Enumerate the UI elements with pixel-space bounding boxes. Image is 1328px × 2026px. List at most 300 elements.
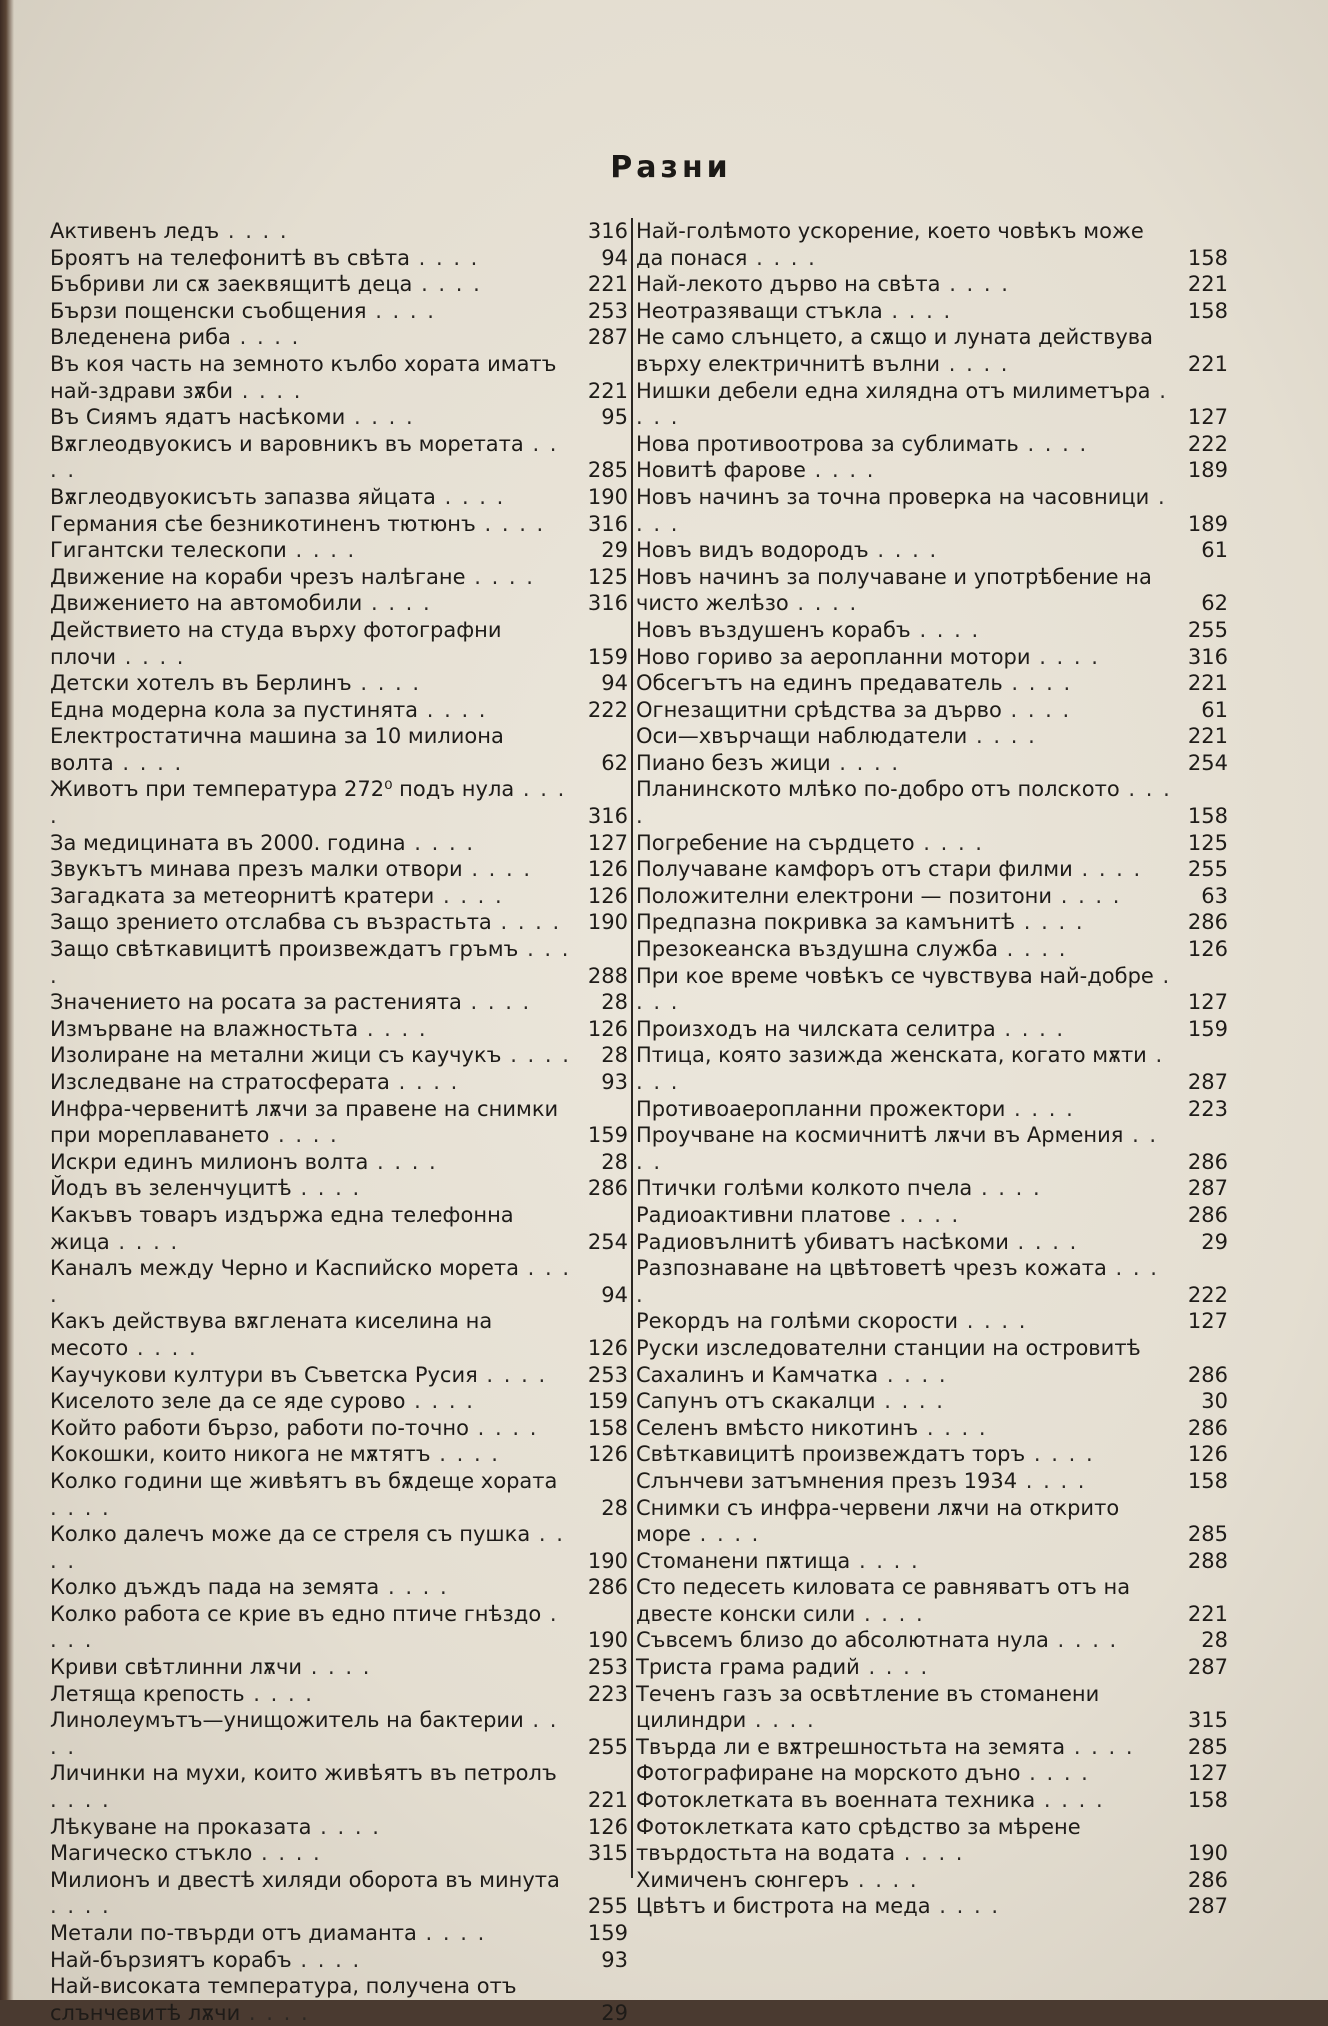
- entry-page-number: 316: [587, 804, 628, 829]
- index-entry: [636, 644, 1228, 671]
- index-entry: [50, 1308, 628, 1361]
- entry-title: Колко дъждъ пада на земята . . . .: [50, 1574, 580, 1601]
- entry-page-number: 287: [1187, 1176, 1228, 1201]
- entry-page-number: 125: [1187, 830, 1228, 855]
- entry-page-number: 95: [601, 405, 628, 430]
- entry-title: Вѫглеодвуокисъ и варовникъ въ моретата . . . .: [50, 431, 580, 484]
- entry-page-number: 255: [1187, 617, 1228, 642]
- index-entry: [50, 936, 628, 989]
- entry-page-number: 255: [1187, 857, 1228, 882]
- entry-title: Противоаеропланни прожектори . . . .: [636, 1096, 1180, 1123]
- entry-page-number: 190: [1187, 1841, 1228, 1866]
- entry-page-number: 221: [587, 1788, 628, 1813]
- entry-page-number: 287: [1187, 1655, 1228, 1680]
- index-entry: [50, 989, 628, 1016]
- index-entry: [50, 1947, 628, 1974]
- index-entry: [636, 1734, 1228, 1761]
- index-entry: [50, 1441, 628, 1468]
- entry-title: Броятъ на телефонитѣ въ свѣта . . . .: [50, 245, 580, 272]
- column-divider: [631, 218, 633, 1878]
- index-entry: [50, 351, 628, 404]
- entry-title: Съвсемъ близо до абсолютната нула . . . .: [636, 1627, 1180, 1654]
- entry-title: Защо зрението отслабва съ възрастьта . . . .: [50, 909, 580, 936]
- entry-title: Рекордъ на голѣми скорости . . . .: [636, 1308, 1180, 1335]
- entry-title: Детски хотелъ въ Берлинъ . . . .: [50, 670, 580, 697]
- entry-page-number: 126: [587, 883, 628, 908]
- index-entry: [50, 1840, 628, 1867]
- entry-page-number: 315: [587, 1841, 628, 1866]
- index-entry: [636, 1760, 1228, 1787]
- entry-page-number: 159: [587, 644, 628, 669]
- index-entry: [50, 1760, 628, 1813]
- index-entry: [50, 404, 628, 431]
- index-entry: [636, 670, 1228, 697]
- entry-page-number: 28: [601, 1149, 628, 1174]
- entry-page-number: 158: [1187, 804, 1228, 829]
- index-entry: [50, 1707, 628, 1760]
- entry-title: Кокошки, които никога не мѫтятъ . . . .: [50, 1441, 580, 1468]
- entry-page-number: 28: [1201, 1628, 1228, 1653]
- index-entry: [636, 723, 1228, 750]
- index-entry: [50, 670, 628, 697]
- entry-page-number: 189: [1187, 458, 1228, 483]
- entry-title: Въ коя часть на земното кълбо хората иматъ най-здрави зѫби . . . .: [50, 351, 580, 404]
- entry-page-number: 94: [601, 671, 628, 696]
- index-entry: [636, 1255, 1228, 1308]
- entry-page-number: 126: [587, 1016, 628, 1041]
- entry-title: Колко работа се крие въ едно птиче гнѣздо . . . .: [50, 1601, 580, 1654]
- entry-title: Новъ начинъ за точна проверка на часовници . . . .: [636, 484, 1180, 537]
- index-entry: [50, 617, 628, 670]
- entry-page-number: 223: [1187, 1096, 1228, 1121]
- entry-title: Не само слънцето, а сѫщо и луната действува върху електричнитѣ вълни . . . .: [636, 324, 1180, 377]
- index-entry: [636, 1096, 1228, 1123]
- index-entry: [636, 1814, 1228, 1867]
- entry-page-number: 316: [587, 219, 628, 243]
- entry-page-number: 190: [587, 910, 628, 935]
- index-entry: [50, 511, 628, 538]
- entry-title: Милионъ и двестѣ хиляди оборота въ минута . . . .: [50, 1867, 580, 1920]
- entry-page-number: 254: [587, 1229, 628, 1254]
- index-entry: [50, 1096, 628, 1149]
- index-entry: [50, 298, 628, 325]
- entry-title: Нова противоотрова за сублимать . . . .: [636, 431, 1180, 458]
- entry-page-number: 158: [1187, 1788, 1228, 1813]
- index-entry: [50, 1521, 628, 1574]
- index-entry: [50, 1175, 628, 1202]
- index-entry: [636, 617, 1228, 644]
- entry-page-number: 286: [1187, 1362, 1228, 1387]
- entry-title: Сапунъ отъ скакалци . . . .: [636, 1388, 1180, 1415]
- entry-page-number: 316: [587, 511, 628, 536]
- index-entry: [50, 1069, 628, 1096]
- entry-title: Планинското млѣко по-добро отъ полското . . . .: [636, 776, 1180, 829]
- entry-title: Движение на кораби чрезъ налѣгане . . . .: [50, 564, 580, 591]
- index-entry: [50, 1681, 628, 1708]
- entry-page-number: 253: [587, 1362, 628, 1387]
- index-entry: [636, 1548, 1228, 1575]
- entry-title: Киселото зеле да се яде сурово . . . .: [50, 1388, 580, 1415]
- index-entry: [50, 697, 628, 724]
- entry-page-number: 127: [1187, 990, 1228, 1015]
- entry-page-number: 126: [1187, 937, 1228, 962]
- index-entry: [636, 856, 1228, 883]
- index-entry: [636, 457, 1228, 484]
- index-entry: [50, 218, 628, 245]
- entry-title: Произходъ на чилската селитра . . . .: [636, 1016, 1180, 1043]
- entry-page-number: 126: [587, 1442, 628, 1467]
- entry-title: Ново гориво за аеропланни мотори . . . .: [636, 644, 1180, 671]
- index-entry: [636, 1335, 1228, 1388]
- entry-title: Колко далечъ може да се стреля съ пушка . . . .: [50, 1521, 580, 1574]
- entry-title: Стоманени пѫтища . . . .: [636, 1548, 1180, 1575]
- index-entry: [50, 431, 628, 484]
- entry-title: Руски изследователни станции на островитѣ Сахалинъ и Камчатка . . . .: [636, 1335, 1180, 1388]
- entry-title: Колко години ще живѣятъ въ бѫдеще хората . . . .: [50, 1468, 580, 1521]
- entry-page-number: 285: [1187, 1522, 1228, 1547]
- index-entry: [636, 1495, 1228, 1548]
- index-entry: [636, 431, 1228, 458]
- page-title: Разни: [610, 150, 732, 185]
- entry-page-number: 287: [1187, 1894, 1228, 1919]
- index-entry: [636, 484, 1228, 537]
- index-entry: [636, 1016, 1228, 1043]
- entry-title: Обсегътъ на единъ предаватель . . . .: [636, 670, 1180, 697]
- index-entry: [636, 963, 1228, 1016]
- entry-page-number: 126: [587, 1335, 628, 1360]
- index-entry: [50, 1468, 628, 1521]
- entry-page-number: 286: [1187, 1149, 1228, 1174]
- entry-title: Птица, която зазижда женската, когато мѫти . . . .: [636, 1042, 1180, 1095]
- entry-title: Активенъ ледъ . . . .: [50, 218, 580, 245]
- entry-title: Новъ въздушенъ корабъ . . . .: [636, 617, 1180, 644]
- entry-page-number: 255: [587, 1734, 628, 1759]
- entry-title: Най-високата температура, получена отъ слънчевитѣ лѫчи . . . .: [50, 1973, 580, 2026]
- entry-page-number: 28: [601, 1495, 628, 1520]
- entry-page-number: 287: [587, 325, 628, 350]
- index-entry: [636, 1415, 1228, 1442]
- index-entry: [636, 883, 1228, 910]
- index-entry: [50, 883, 628, 910]
- entry-page-number: 253: [587, 298, 628, 323]
- entry-page-number: 94: [601, 245, 628, 270]
- index-entry: [50, 776, 628, 829]
- index-entry: [636, 378, 1228, 431]
- entry-title: Фотоклетката като срѣдство за мѣрене твърдостьта на водата . . . .: [636, 1814, 1180, 1867]
- entry-page-number: 221: [1187, 1601, 1228, 1626]
- entry-page-number: 221: [1187, 671, 1228, 696]
- index-entry: [636, 1468, 1228, 1495]
- entry-page-number: 93: [601, 1947, 628, 1972]
- index-entry: [50, 1202, 628, 1255]
- entry-title: Вледенена риба . . . .: [50, 324, 580, 351]
- index-entry: [636, 1867, 1228, 1894]
- entry-page-number: 223: [587, 1681, 628, 1706]
- entry-title: Електростатична машина за 10 милиона волта . . . .: [50, 723, 580, 776]
- entry-title: Бързи пощенски съобщения . . . .: [50, 298, 580, 325]
- entry-page-number: 94: [601, 1282, 628, 1307]
- entry-page-number: 286: [1187, 1867, 1228, 1892]
- entry-title: Каналъ между Черно и Каспийско морета . . . .: [50, 1255, 580, 1308]
- entry-page-number: 286: [1187, 910, 1228, 935]
- entry-title: Предпазна покривка за камънитѣ . . . .: [636, 909, 1180, 936]
- entry-title: Свѣткавицитѣ произвеждатъ торъ . . . .: [636, 1441, 1180, 1468]
- index-entry: [50, 1867, 628, 1920]
- index-entry: [50, 271, 628, 298]
- index-entry: [636, 1388, 1228, 1415]
- entry-page-number: 316: [587, 591, 628, 616]
- entry-page-number: 286: [1187, 1415, 1228, 1440]
- entry-title: Каучукови култури въ Съветска Русия . . . .: [50, 1362, 580, 1389]
- entry-page-number: 190: [587, 484, 628, 509]
- index-entry: [636, 830, 1228, 857]
- entry-page-number: 288: [587, 963, 628, 988]
- entry-page-number: 221: [1187, 272, 1228, 297]
- index-entry: [636, 776, 1228, 829]
- entry-title: Какъвъ товаръ издържа една телефонна жица . . . .: [50, 1202, 580, 1255]
- entry-title: Цвѣтъ и бистрота на меда . . . .: [636, 1893, 1180, 1920]
- entry-page-number: 221: [587, 378, 628, 403]
- entry-title: Значението на росата за растенията . . . .: [50, 989, 580, 1016]
- entry-page-number: 159: [587, 1123, 628, 1148]
- index-entry: [50, 909, 628, 936]
- entry-title: Метали по-твърди отъ диаманта . . . .: [50, 1920, 580, 1947]
- entry-page-number: 126: [1187, 1442, 1228, 1467]
- entry-page-number: 30: [1201, 1389, 1228, 1414]
- entry-page-number: 255: [587, 1894, 628, 1919]
- entry-title: Изследване на стратосферата . . . .: [50, 1069, 580, 1096]
- entry-page-number: 189: [1187, 511, 1228, 536]
- index-entry: [50, 1388, 628, 1415]
- entry-title: Животъ при температура 272⁰ подъ нула . . . .: [50, 776, 580, 829]
- entry-title: Радиоактивни платове . . . .: [636, 1202, 1180, 1229]
- index-entry: [636, 1627, 1228, 1654]
- entry-page-number: 158: [1187, 1468, 1228, 1493]
- entry-title: Йодъ въ зеленчуцитѣ . . . .: [50, 1175, 580, 1202]
- index-entry: [50, 324, 628, 351]
- entry-title: Получаване камфоръ отъ стари филми . . . .: [636, 856, 1180, 883]
- entry-title: Въ Сиямъ ядатъ насѣкоми . . . .: [50, 404, 580, 431]
- index-entry: [50, 830, 628, 857]
- entry-page-number: 126: [587, 857, 628, 882]
- entry-title: Нишки дебели една хилядна отъ милиметъра . . . .: [636, 378, 1180, 431]
- entry-page-number: 190: [587, 1628, 628, 1653]
- entry-title: Сто педесеть киловата се равняватъ отъ на двесте конски сили . . . .: [636, 1574, 1180, 1627]
- entry-page-number: 61: [1201, 697, 1228, 722]
- entry-title: Криви свѣтлинни лѫчи . . . .: [50, 1654, 580, 1681]
- index-entry: [636, 1441, 1228, 1468]
- entry-title: Новъ начинъ за получаване и употрѣбение на чисто желѣзо . . . .: [636, 564, 1180, 617]
- entry-page-number: 288: [1187, 1548, 1228, 1573]
- index-entry: [50, 1255, 628, 1308]
- entry-title: Магическо стъкло . . . .: [50, 1840, 580, 1867]
- entry-page-number: 62: [601, 750, 628, 775]
- entry-title: Вѫглеодвуокисъть запазва яйцата . . . .: [50, 484, 580, 511]
- index-entry: [636, 1229, 1228, 1256]
- entry-page-number: 286: [1187, 1202, 1228, 1227]
- index-entry: [636, 750, 1228, 777]
- index-column-right: [636, 218, 1228, 1920]
- index-entry: [636, 1893, 1228, 1920]
- entry-page-number: 28: [601, 990, 628, 1015]
- index-entry: [50, 1149, 628, 1176]
- entry-page-number: 221: [1187, 724, 1228, 749]
- entry-title: Неотразяващи стъкла . . . .: [636, 298, 1180, 325]
- index-entry: [50, 1016, 628, 1043]
- entry-page-number: 159: [1187, 1016, 1228, 1041]
- entry-page-number: 316: [1187, 644, 1228, 669]
- entry-title: Личинки на мухи, които живѣятъ въ петролъ . . . .: [50, 1760, 580, 1813]
- entry-title: Новитѣ фарове . . . .: [636, 457, 1180, 484]
- index-entry: [50, 537, 628, 564]
- index-entry: [636, 909, 1228, 936]
- entry-page-number: 287: [1187, 1070, 1228, 1094]
- entry-page-number: 125: [587, 564, 628, 589]
- index-entry: [50, 484, 628, 511]
- entry-title: Линолеумътъ—унищожитель на бактерии . . . .: [50, 1707, 580, 1760]
- entry-page-number: 253: [587, 1655, 628, 1680]
- entry-page-number: 285: [587, 458, 628, 483]
- index-entry: [636, 1042, 1228, 1095]
- index-entry: [636, 1681, 1228, 1734]
- entry-page-number: 93: [601, 1070, 628, 1094]
- entry-title: Погребение на сърдцето . . . .: [636, 830, 1180, 857]
- entry-title: Новъ видъ водородъ . . . .: [636, 537, 1180, 564]
- entry-title: Слънчеви затъмнения презъ 1934 . . . .: [636, 1468, 1180, 1495]
- index-entry: [636, 936, 1228, 963]
- entry-title: Фотоклетката въ военната техника . . . .: [636, 1787, 1180, 1814]
- entry-page-number: 221: [587, 272, 628, 297]
- index-entry: [636, 537, 1228, 564]
- index-entry: [636, 1202, 1228, 1229]
- index-column-left: [50, 218, 628, 2026]
- index-entry: [50, 856, 628, 883]
- entry-page-number: 222: [1187, 431, 1228, 456]
- entry-page-number: 190: [587, 1548, 628, 1573]
- entry-title: Загадката за метеорнитѣ кратери . . . .: [50, 883, 580, 910]
- entry-title: Теченъ газъ за освѣтление въ стоманени цилиндри . . . .: [636, 1681, 1180, 1734]
- index-entry: [636, 1308, 1228, 1335]
- index-entry: [50, 590, 628, 617]
- entry-page-number: 29: [601, 538, 628, 563]
- entry-page-number: 127: [1187, 1309, 1228, 1334]
- entry-title: При кое време човѣкъ се чувствува най-добре . . . .: [636, 963, 1180, 1016]
- entry-title: Химиченъ сюнгеръ . . . .: [636, 1867, 1180, 1894]
- entry-title: Защо свѣткавицитѣ произвеждатъ гръмъ . . . .: [50, 936, 580, 989]
- index-entry: [636, 298, 1228, 325]
- entry-title: Презокеанска въздушна служба . . . .: [636, 936, 1180, 963]
- index-entry: [50, 1362, 628, 1389]
- entry-title: Изолиране на метални жици съ каучукъ . . . .: [50, 1042, 580, 1069]
- entry-page-number: 158: [587, 1415, 628, 1440]
- entry-page-number: 158: [1187, 298, 1228, 323]
- entry-title: Разпознаване на цвѣтоветѣ чрезъ кожата . . . .: [636, 1255, 1180, 1308]
- entry-page-number: 127: [1187, 1761, 1228, 1786]
- entry-title: Селенъ вмѣсто никотинъ . . . .: [636, 1415, 1180, 1442]
- index-page: [14, 0, 1328, 2025]
- entry-title: За медицината въ 2000. година . . . .: [50, 830, 580, 857]
- entry-title: Какъ действува вѫглената киселина на месото . . . .: [50, 1308, 580, 1361]
- index-entry: [50, 1601, 628, 1654]
- index-entry: [636, 1175, 1228, 1202]
- index-entry: [50, 1042, 628, 1069]
- entry-title: Фотографиране на морското дъно . . . .: [636, 1760, 1180, 1787]
- entry-title: Който работи бързо, работи по-точно . . . .: [50, 1415, 580, 1442]
- entry-page-number: 63: [1201, 883, 1228, 908]
- index-entry: [636, 1787, 1228, 1814]
- entry-title: Оси—хвърчащи наблюдатели . . . .: [636, 723, 1180, 750]
- entry-title: Една модерна кола за пустинята . . . .: [50, 697, 580, 724]
- entry-title: Действието на студа върху фотографни плочи . . . .: [50, 617, 580, 670]
- index-entry: [50, 564, 628, 591]
- entry-title: Най-голѣмото ускорение, което човѣкъ може да понася . . . .: [636, 218, 1180, 271]
- entry-page-number: 126: [587, 1814, 628, 1839]
- entry-title: Звукътъ минава презъ малки отвори . . . .: [50, 856, 580, 883]
- index-entry: [636, 1574, 1228, 1627]
- index-entry: [636, 324, 1228, 377]
- entry-title: Птички голѣми колкото пчела . . . .: [636, 1175, 1180, 1202]
- entry-page-number: 127: [587, 830, 628, 855]
- index-entry: [636, 218, 1228, 271]
- entry-title: Триста грама радий . . . .: [636, 1654, 1180, 1681]
- entry-title: Движението на автомобили . . . .: [50, 590, 580, 617]
- entry-title: Лѣкуване на проказата . . . .: [50, 1814, 580, 1841]
- entry-page-number: 62: [1201, 591, 1228, 616]
- entry-title: Снимки съ инфра-червени лѫчи на открито море . . . .: [636, 1495, 1180, 1548]
- entry-page-number: 221: [1187, 351, 1228, 376]
- entry-page-number: 254: [1187, 750, 1228, 775]
- index-entry: [636, 697, 1228, 724]
- index-entry: [50, 245, 628, 272]
- index-entry: [636, 1654, 1228, 1681]
- entry-page-number: 159: [587, 1389, 628, 1414]
- entry-title: Проучване на космичнитѣ лѫчи въ Армения . . . .: [636, 1122, 1180, 1175]
- index-entry: [636, 1122, 1228, 1175]
- entry-title: Измърване на влажностьта . . . .: [50, 1016, 580, 1043]
- entry-title: Огнезащитни срѣдства за дърво . . . .: [636, 697, 1180, 724]
- entry-page-number: 286: [587, 1575, 628, 1600]
- entry-page-number: 285: [1187, 1734, 1228, 1759]
- entry-page-number: 29: [601, 2000, 628, 2025]
- index-entry: [50, 723, 628, 776]
- index-entry: [636, 564, 1228, 617]
- index-entry: [50, 1574, 628, 1601]
- entry-page-number: 28: [601, 1043, 628, 1068]
- entry-page-number: 159: [587, 1921, 628, 1945]
- entry-title: Германия сѣе безникотиненъ тютюнъ . . . .: [50, 511, 580, 538]
- entry-title: Летяща крепость . . . .: [50, 1681, 580, 1708]
- index-entry: [50, 1814, 628, 1841]
- entry-page-number: 222: [587, 697, 628, 722]
- entry-page-number: 61: [1201, 538, 1228, 563]
- index-entry: [636, 271, 1228, 298]
- entry-page-number: 286: [587, 1176, 628, 1201]
- entry-title: Твърда ли е вѫтрешностьта на земята . . . .: [636, 1734, 1180, 1761]
- entry-title: Положителни електрони — позитони . . . .: [636, 883, 1180, 910]
- entry-title: Радиовълнитѣ убиватъ насѣкоми . . . .: [636, 1229, 1180, 1256]
- entry-page-number: 158: [1187, 245, 1228, 270]
- index-entry: [50, 1415, 628, 1442]
- entry-title: Най-бързиятъ корабъ . . . .: [50, 1947, 580, 1974]
- entry-page-number: 29: [1201, 1229, 1228, 1254]
- entry-page-number: 315: [1187, 1708, 1228, 1733]
- entry-page-number: 222: [1187, 1282, 1228, 1307]
- entry-title: Пиано безъ жици . . . .: [636, 750, 1180, 777]
- entry-page-number: 127: [1187, 405, 1228, 430]
- entry-title: Най-лекото дърво на свѣта . . . .: [636, 271, 1180, 298]
- entry-title: Бъбриви ли сѫ заеквящитѣ деца . . . .: [50, 271, 580, 298]
- entry-title: Инфра-червенитѣ лѫчи за правене на снимки при мореплаването . . . .: [50, 1096, 580, 1149]
